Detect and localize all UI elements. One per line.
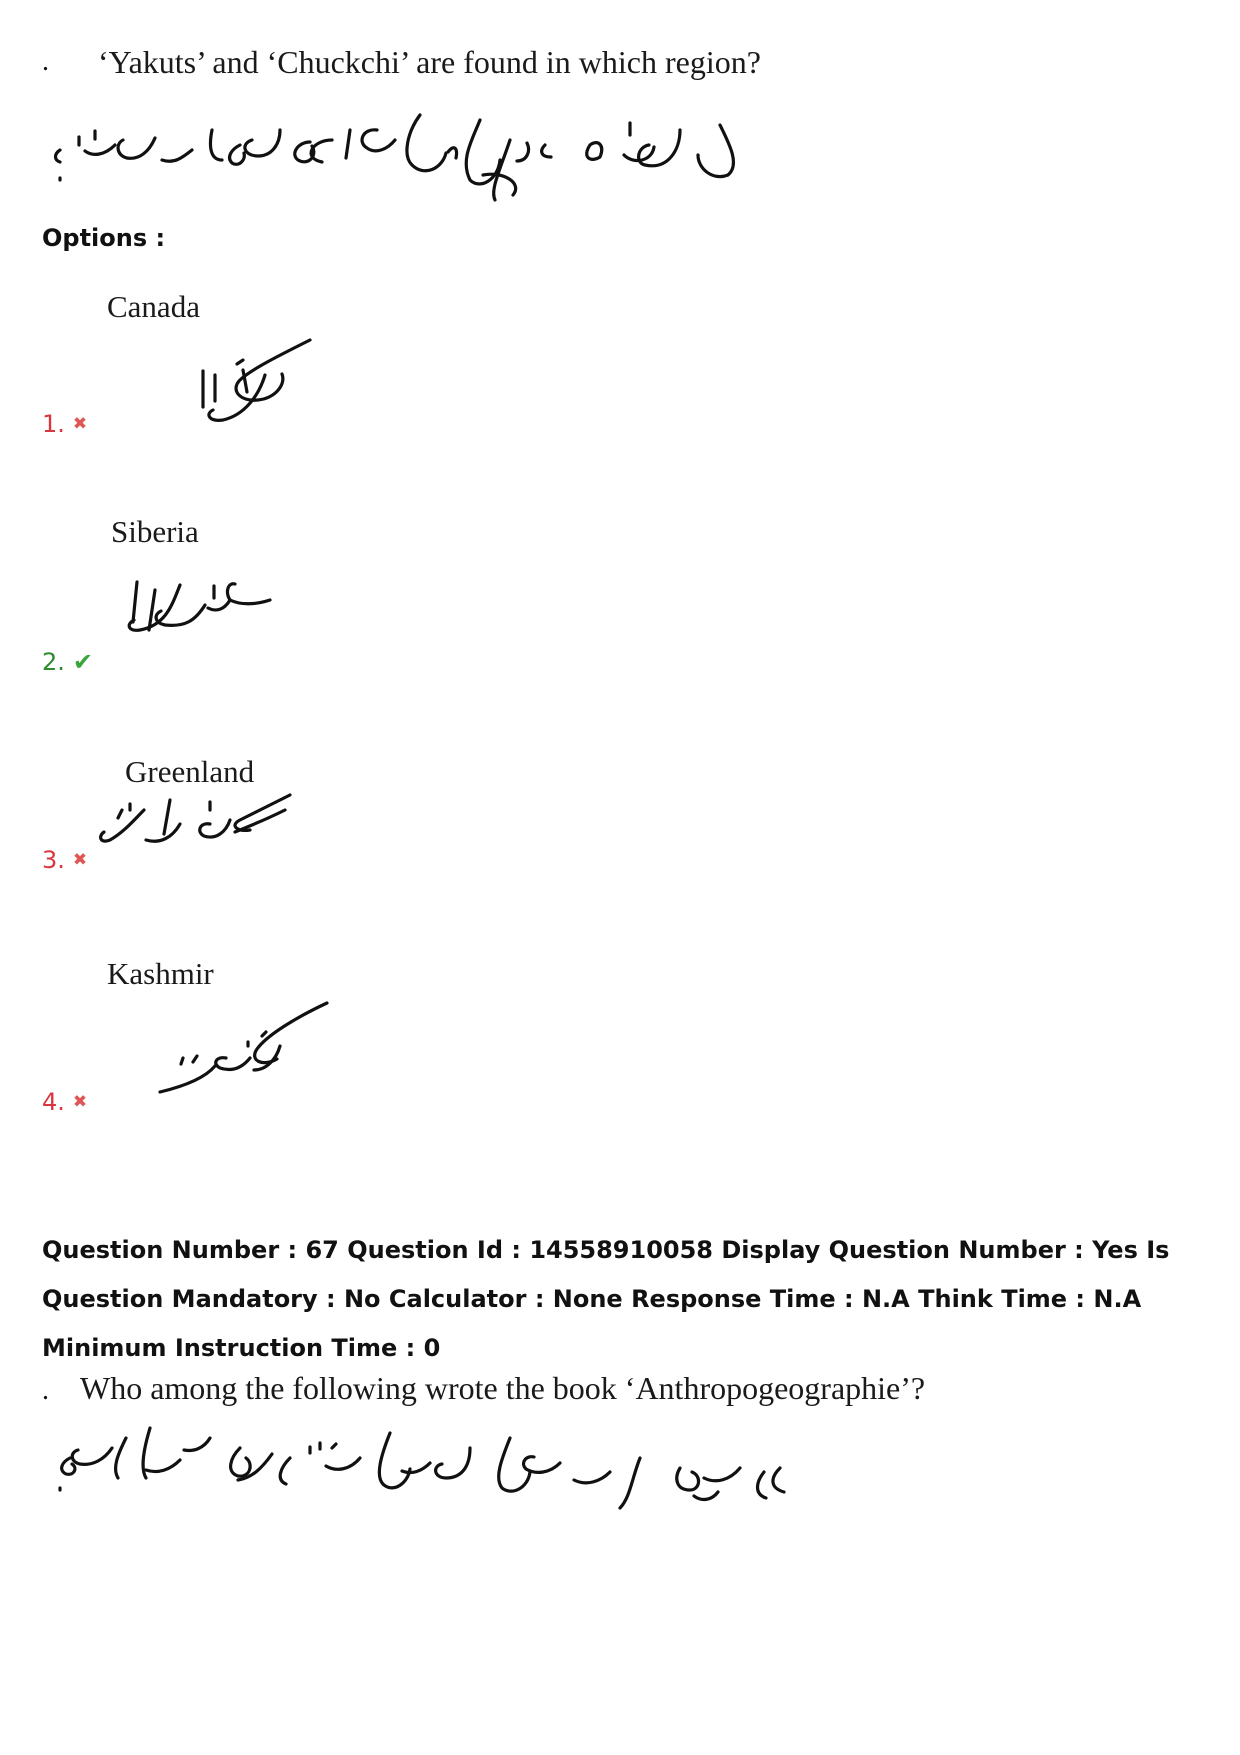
check-icon: ✔ — [72, 648, 94, 676]
question-text-urdu-handwritten — [40, 1418, 800, 1528]
option-2-label: 2. — [42, 648, 65, 676]
options-label: Options : — [42, 224, 166, 252]
option-2-text: Siberia — [111, 514, 199, 549]
option-1-urdu-handwritten[interactable] — [195, 335, 325, 430]
option-1-label: 1. — [42, 410, 65, 438]
question-bullet: . — [42, 46, 49, 77]
option-1-text: Canada — [107, 289, 200, 324]
option-4-urdu-handwritten[interactable] — [155, 998, 335, 1108]
question-text-english: ‘Yakuts’ and ‘Chuckchi’ are found in which region? — [98, 44, 761, 80]
option-4-label: 4. — [42, 1088, 65, 1116]
option-3-text: Greenland — [125, 754, 255, 789]
option-3-number[interactable] — [42, 846, 87, 874]
option-3-urdu-handwritten[interactable] — [100, 790, 300, 875]
question-metadata: Question Number : 67 Question Id : 14558910058 Display Question Number : Yes Is Question Mandatory : No Calculator : None Response Time : N.A Think Time : N.A Minimum Instruction Time : 0 — [42, 1236, 1170, 1362]
cross-icon: ✖ — [72, 414, 88, 434]
option-2-urdu-handwritten[interactable] — [125, 575, 275, 660]
option-1-number[interactable] — [42, 410, 87, 438]
option-4-number[interactable] — [42, 1088, 87, 1116]
cross-icon: ✖ — [72, 850, 88, 870]
cross-icon: ✖ — [72, 1092, 88, 1112]
question-bullet: . — [42, 1375, 49, 1406]
option-4-text: Kashmir — [107, 956, 214, 991]
question-text-urdu-handwritten — [40, 100, 760, 210]
option-3-label: 3. — [42, 846, 65, 874]
option-2-number[interactable] — [42, 648, 93, 676]
question-text-english: Who among the following wrote the book ‘Anthropogeographie’? — [80, 1370, 926, 1406]
